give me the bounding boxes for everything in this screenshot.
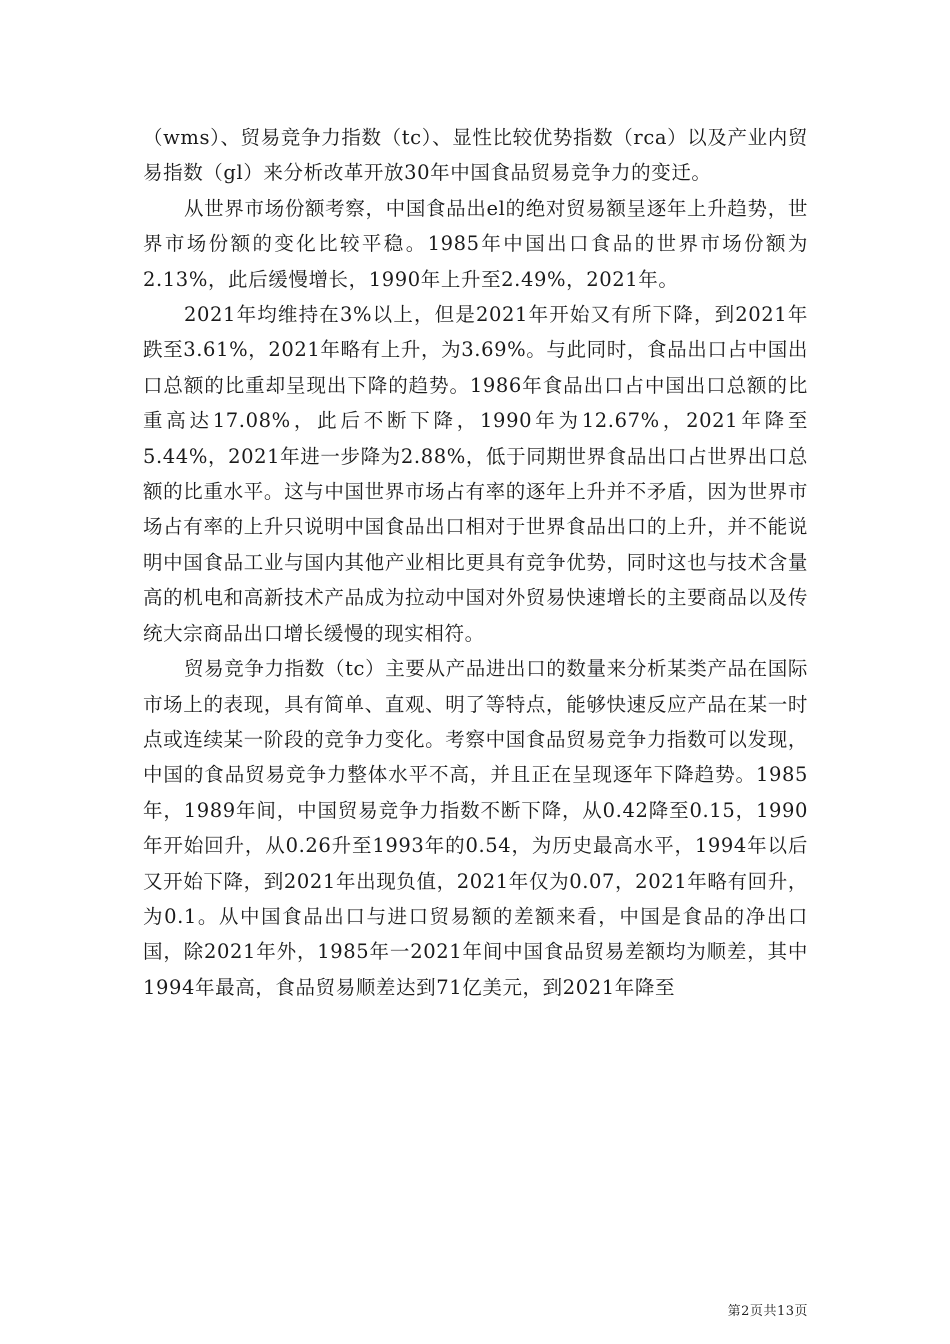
paragraph-2: 从世界市场份额考察，中国食品出el的绝对贸易额呈逐年上升趋势，世界市场份额的变化比较平稳。1985年中国出口食品的世界市场份额为2.13%，此后缓慢增长，1990年上升至2.49%，2021年。: [143, 196, 808, 291]
paragraph-4: 贸易竞争力指数（tc）主要从产品进出口的数量来分析某类产品在国际市场上的表现，具有简单、直观、明了等特点，能够快速反应产品在某一时点或连续某一阶段的竞争力变化。考察中国食品贸易竞争力指数可以发现，中国的食品贸易竞争力整体水平不高，并且正在呈现逐年下降趋势。1985年，1989年间，中国贸易竞争力指数不断下降，从0.42降至0.15，1990年开始回升，从0.26升至1993年的0.54，为历史最高水平，1994年以后又开始下降，到2021年出现负值，2021年仅为0.07，2021年略有回升，为0.1。从中国食品出口与进口贸易额的差额来看，中国是食品的净出口国，除2021年外，1985年一2021年间中国食品贸易差额均为顺差，其中1994年最高，食品贸易顺差达到71亿美元，到2021年降至: [143, 657, 808, 999]
page-number: 第2页共13页: [727, 1304, 808, 1319]
paragraph-3: 2021年均维持在3%以上，但是2021年开始又有所下降，到2021年跌至3.61%，2021年略有上升，为3.69%。与此同时，食品出口占中国出口总额的比重却呈现出下降的趋势。1986年食品出口占中国出口总额的比重高达17.08%，此后不断下降，1990年为12.67%，2021年降至5.44%，2021年进一步降为2.88%，低于同期世界食品出口占世界出口总额的比重水平。这与中国世界市场占有率的逐年上升并不矛盾，因为世界市场占有率的上升只说明中国食品出口相对于世界食品出口的上升，并不能说明中国食品工业与国内其他产业相比更具有竞争优势，同时这也与技术含量高的机电和高新技术产品成为拉动中国对外贸易快速增长的主要商品以及传统大宗商品出口增长缓慢的现实相符。: [143, 303, 808, 645]
paragraph-1: （wms）、贸易竞争力指数（tc）、显性比较优势指数（rca）以及产业内贸易指数（gl）来分析改革开放30年中国食品贸易竞争力的变迁。: [143, 126, 808, 185]
body-text: [143, 120, 808, 1005]
